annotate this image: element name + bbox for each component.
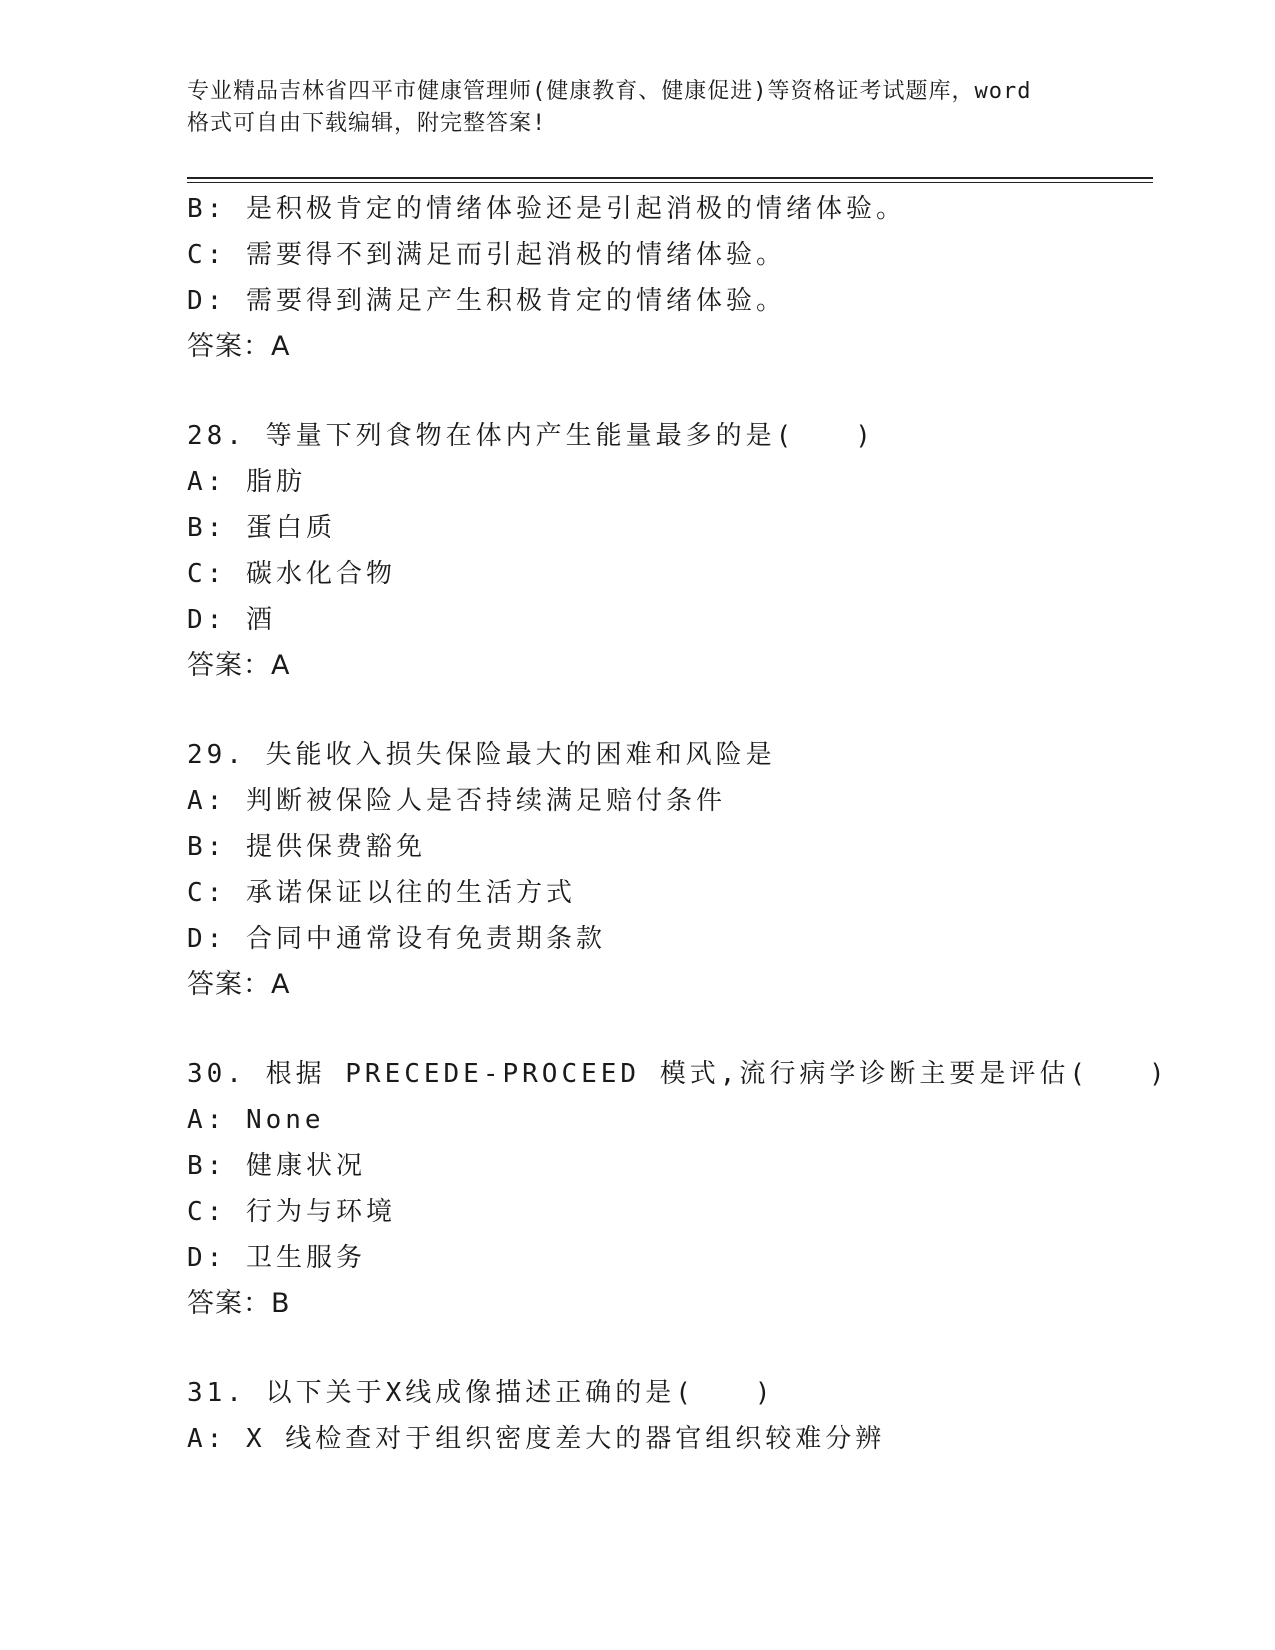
option-c: C: 承诺保证以往的生活方式 (187, 878, 576, 908)
option-d: D: 酒 (187, 605, 276, 635)
option-d: D: 合同中通常设有免责期条款 (187, 924, 606, 954)
option-b: B: 提供保费豁免 (187, 832, 426, 862)
option-b: B: 蛋白质 (187, 513, 336, 543)
option-c: C: 行为与环境 (187, 1197, 396, 1227)
option-c: C: 需要得不到满足而引起消极的情绪体验。 (187, 240, 786, 270)
answer-line: 答案：B (187, 1288, 291, 1319)
question-stem: 30. 根据 PRECEDE-PROCEED 模式,流行病学诊断主要是评估( ) (187, 1059, 1169, 1089)
spacer (187, 1008, 1153, 1051)
spacer (187, 370, 1153, 413)
option-a: A: None (187, 1105, 325, 1135)
option-b: B: 是积极肯定的情绪体验还是引起消极的情绪体验。 (187, 194, 906, 224)
header-line-1: 专业精品吉林省四平市健康管理师(健康教育、健康促进)等资格证考试题库，word (187, 79, 1032, 104)
option-a: A: 判断被保险人是否持续满足赔付条件 (187, 786, 726, 816)
question-30 (187, 1051, 1169, 1327)
question-stem: 31. 以下关于X线成像描述正确的是( ) (187, 1378, 775, 1408)
question-stem: 28. 等量下列食物在体内产生能量最多的是( ) (187, 421, 875, 451)
question-stem: 29. 失能收入损失保险最大的困难和风险是 (187, 740, 776, 770)
option-b: B: 健康状况 (187, 1151, 366, 1181)
answer-line: 答案：A (187, 969, 291, 1000)
header-line-2: 格式可自由下载编辑，附完整答案! (187, 111, 547, 136)
question-content (187, 186, 1169, 1462)
page-header (187, 76, 1087, 140)
option-a: A: 脂肪 (187, 467, 306, 497)
answer-line: 答案：A (187, 331, 291, 362)
header-divider-thick (187, 177, 1153, 179)
question-29 (187, 732, 1153, 1008)
question-28 (187, 413, 1153, 689)
answer-line: 答案：A (187, 650, 291, 681)
header-divider-thin (187, 182, 1153, 183)
question-continuation (187, 186, 1153, 370)
question-31 (187, 1370, 1153, 1462)
spacer (187, 689, 1153, 732)
spacer (187, 1327, 1153, 1370)
option-d: D: 需要得到满足产生积极肯定的情绪体验。 (187, 286, 786, 316)
option-c: C: 碳水化合物 (187, 559, 396, 589)
option-d: D: 卫生服务 (187, 1243, 366, 1273)
option-a: A: X 线检查对于组织密度差大的器官组织较难分辨 (187, 1424, 886, 1454)
